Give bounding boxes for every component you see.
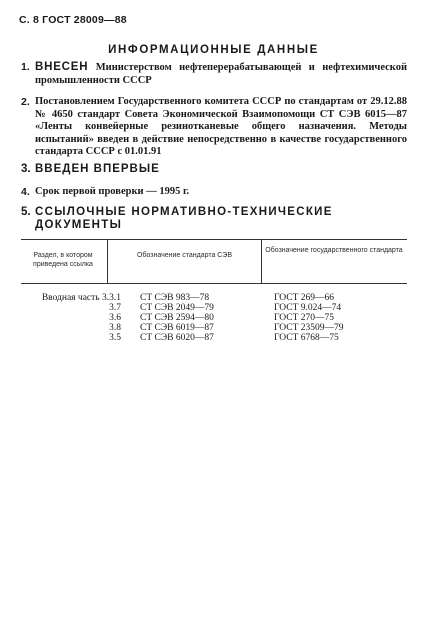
table-row — [0, 303, 427, 313]
table-cell-section: 3.6 — [109, 313, 121, 323]
running-header: С. 8 ГОСТ 28009—88 — [19, 14, 127, 26]
table-top-rule — [21, 239, 407, 240]
item-5-heading: ССЫЛОЧНЫЕ НОРМАТИВНО-ТЕХНИЧЕСКИЕ ДОКУМЕНТЫ — [35, 206, 333, 231]
table-cell-section: 3.5 — [109, 333, 121, 343]
item-2-text: Постановлением Государственного комитета СССР по стандартам от 29.12.88 № 4650 стандарт Совета Экономической Взаимопомощи СТ СЭВ 6015—87 «Ленты конвейерные резинотканевые общего назначения. Методы испытаний» введен в действие непосредственно в качестве государственного стандарта СССР с 01.01.91 — [35, 96, 407, 157]
item-1-heading: ВНЕСЕН — [35, 61, 89, 73]
table-column-divider — [261, 239, 262, 283]
table-cell-sev: СТ СЭВ 6019—87 — [140, 323, 214, 333]
section-title: ИНФОРМАЦИОННЫЕ ДАННЫЕ — [108, 44, 319, 56]
table-cell-gost: ГОСТ 6768—75 — [274, 333, 339, 343]
table-header-gost-standard: Обозначение государственного стандарта — [265, 247, 403, 254]
item-3-number: 3. — [21, 163, 31, 175]
item-1 — [21, 61, 407, 87]
table-body — [0, 293, 427, 343]
table-cell-sev: СТ СЭВ 2594—80 — [140, 313, 214, 323]
item-3-heading: ВВЕДЕН ВПЕРВЫЕ — [35, 163, 160, 175]
table-column-divider — [107, 239, 108, 283]
item-4-text: Срок первой проверки — 1995 г. — [35, 186, 190, 197]
item-5-number: 5. — [21, 206, 31, 218]
table-header-section: Раздел, в котором приведена ссылка — [33, 252, 93, 268]
item-2 — [21, 96, 407, 159]
table-row — [0, 293, 427, 303]
item-1-text: Министерством нефтеперерабатывающей и нефтехимической промышленности СССР — [35, 62, 408, 86]
table-cell-sev: СТ СЭВ 6020—87 — [140, 333, 214, 343]
table-cell-gost: ГОСТ 269—66 — [274, 293, 334, 303]
item-1-number: 1. — [21, 61, 30, 73]
item-4 — [21, 186, 407, 197]
table-cell-sev: СТ СЭВ 983—78 — [140, 293, 210, 303]
item-3 — [21, 163, 407, 175]
item-2-number: 2. — [21, 96, 30, 108]
table-cell-gost: ГОСТ 9.024—74 — [274, 303, 342, 313]
table-header-rule — [21, 283, 407, 284]
table-row — [0, 333, 427, 343]
table-cell-gost: ГОСТ 270—75 — [274, 313, 334, 323]
table-header-sev-standard: Обозначение стандарта СЭВ — [137, 252, 232, 259]
item-5 — [21, 206, 407, 231]
table-row — [0, 313, 427, 323]
table-cell-gost: ГОСТ 23509—79 — [274, 323, 344, 333]
table-cell-sev: СТ СЭВ 2049—79 — [140, 303, 214, 313]
table-cell-section: 3.7 — [109, 303, 121, 313]
table-row — [0, 323, 427, 333]
table-cell-section: 3.8 — [109, 323, 121, 333]
item-4-number: 4. — [21, 186, 30, 198]
table-cell-section: Вводная часть 3.3.1 — [41, 293, 121, 303]
